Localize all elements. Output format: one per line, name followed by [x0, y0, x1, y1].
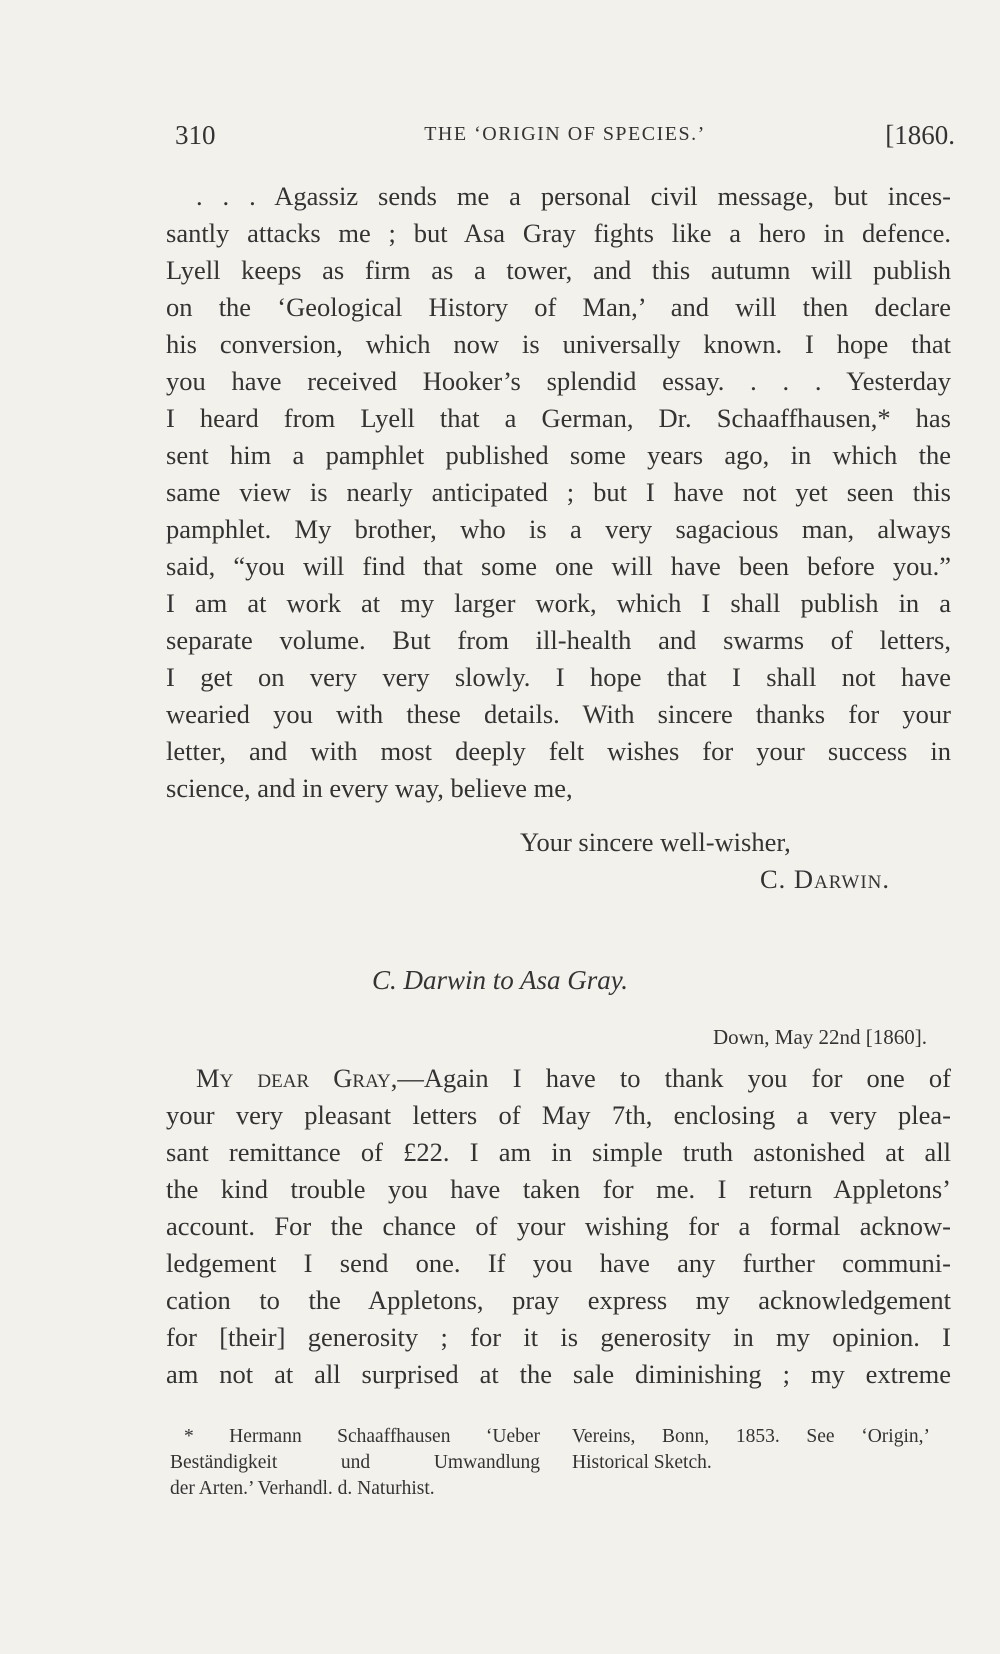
text-line: separate volume. But from ill-health and swarms of letters,: [166, 625, 951, 655]
text-line: am not at all surprised at the sale diminishing ; my extreme: [166, 1359, 951, 1389]
text-line: science, and in every way, believe me,: [166, 773, 573, 803]
text-line: said, “you will find that some one will have been before you.”: [166, 551, 951, 581]
text-line: . . . Agassiz sends me a personal civil message, but inces-: [196, 181, 951, 211]
signature: C. Darwin.: [760, 864, 891, 894]
footnote-line: * Hermann Schaaffhausen ‘Ueber: [184, 1426, 540, 1447]
text-line: santly attacks me ; but Asa Gray fights like a hero in defence.: [166, 218, 951, 248]
text-line: cation to the Appletons, pray express my acknowledgement: [166, 1285, 951, 1315]
letter-heading: C. Darwin to Asa Gray.: [371, 965, 629, 995]
text-line: letter, and with most deeply felt wishes for your success in: [166, 736, 951, 766]
text-line: My dear Gray,—Again I have to thank you for one of: [196, 1063, 952, 1093]
text-line: you have received Hooker’s splendid essay. . . . Yesterday: [166, 366, 951, 396]
text-line: sant remittance of £22. I am in simple truth astonished at all: [166, 1137, 951, 1167]
text-line: same view is nearly anticipated ; but I have not yet seen this: [166, 477, 951, 507]
running-title: THE ‘ORIGIN OF SPECIES.’: [424, 123, 706, 145]
text-line: his conversion, which now is universally known. I hope that: [166, 329, 951, 359]
text-line: your very pleasant letters of May 7th, enclosing a very plea-: [166, 1100, 951, 1130]
text-line: I am at work at my larger work, which I shall publish in a: [166, 588, 951, 618]
running-head: [175, 120, 955, 154]
text-line: on the ‘Geological History of Man,’ and will then declare: [166, 292, 951, 322]
text-line: Lyell keeps as firm as a tower, and this autumn will publish: [166, 255, 951, 285]
text-line: I get on very very slowly. I hope that I shall not have: [166, 662, 951, 692]
text-line: ledgement I send one. If you have any further communi-: [166, 1248, 951, 1278]
page-number: 310: [175, 120, 216, 150]
running-year: [1860.: [885, 120, 955, 150]
footnote-line: Vereins, Bonn, 1853. See ‘Origin,’: [572, 1426, 930, 1447]
text-line: pamphlet. My brother, who is a very sagacious man, always: [166, 514, 951, 544]
text-line: sent him a pamphlet published some years ago, in which the: [166, 440, 951, 470]
footnote-right: [572, 1424, 930, 1476]
text-line: for [their] generosity ; for it is generosity in my opinion. I: [166, 1322, 951, 1352]
closing: Your sincere well-wisher,: [520, 827, 791, 857]
footnote-line: Historical Sketch.: [572, 1452, 712, 1473]
dateline: Down, May 22nd [1860].: [712, 1025, 927, 1049]
text-line: I heard from Lyell that a German, Dr. Schaaffhausen,* has: [166, 403, 951, 433]
text-line: wearied you with these details. With sincere thanks for your: [166, 699, 951, 729]
salutation: My dear Gray,: [196, 1063, 398, 1093]
footnote-line: der Arten.’ Verhandl. d. Naturhist.: [170, 1478, 435, 1499]
footnote-line: Beständigkeit und Umwandlung: [170, 1452, 540, 1473]
footnote-left: [170, 1424, 540, 1502]
text-line: the kind trouble you have taken for me. I return Appletons’: [166, 1174, 951, 1204]
text-line: account. For the chance of your wishing for a formal acknow-: [166, 1211, 951, 1241]
